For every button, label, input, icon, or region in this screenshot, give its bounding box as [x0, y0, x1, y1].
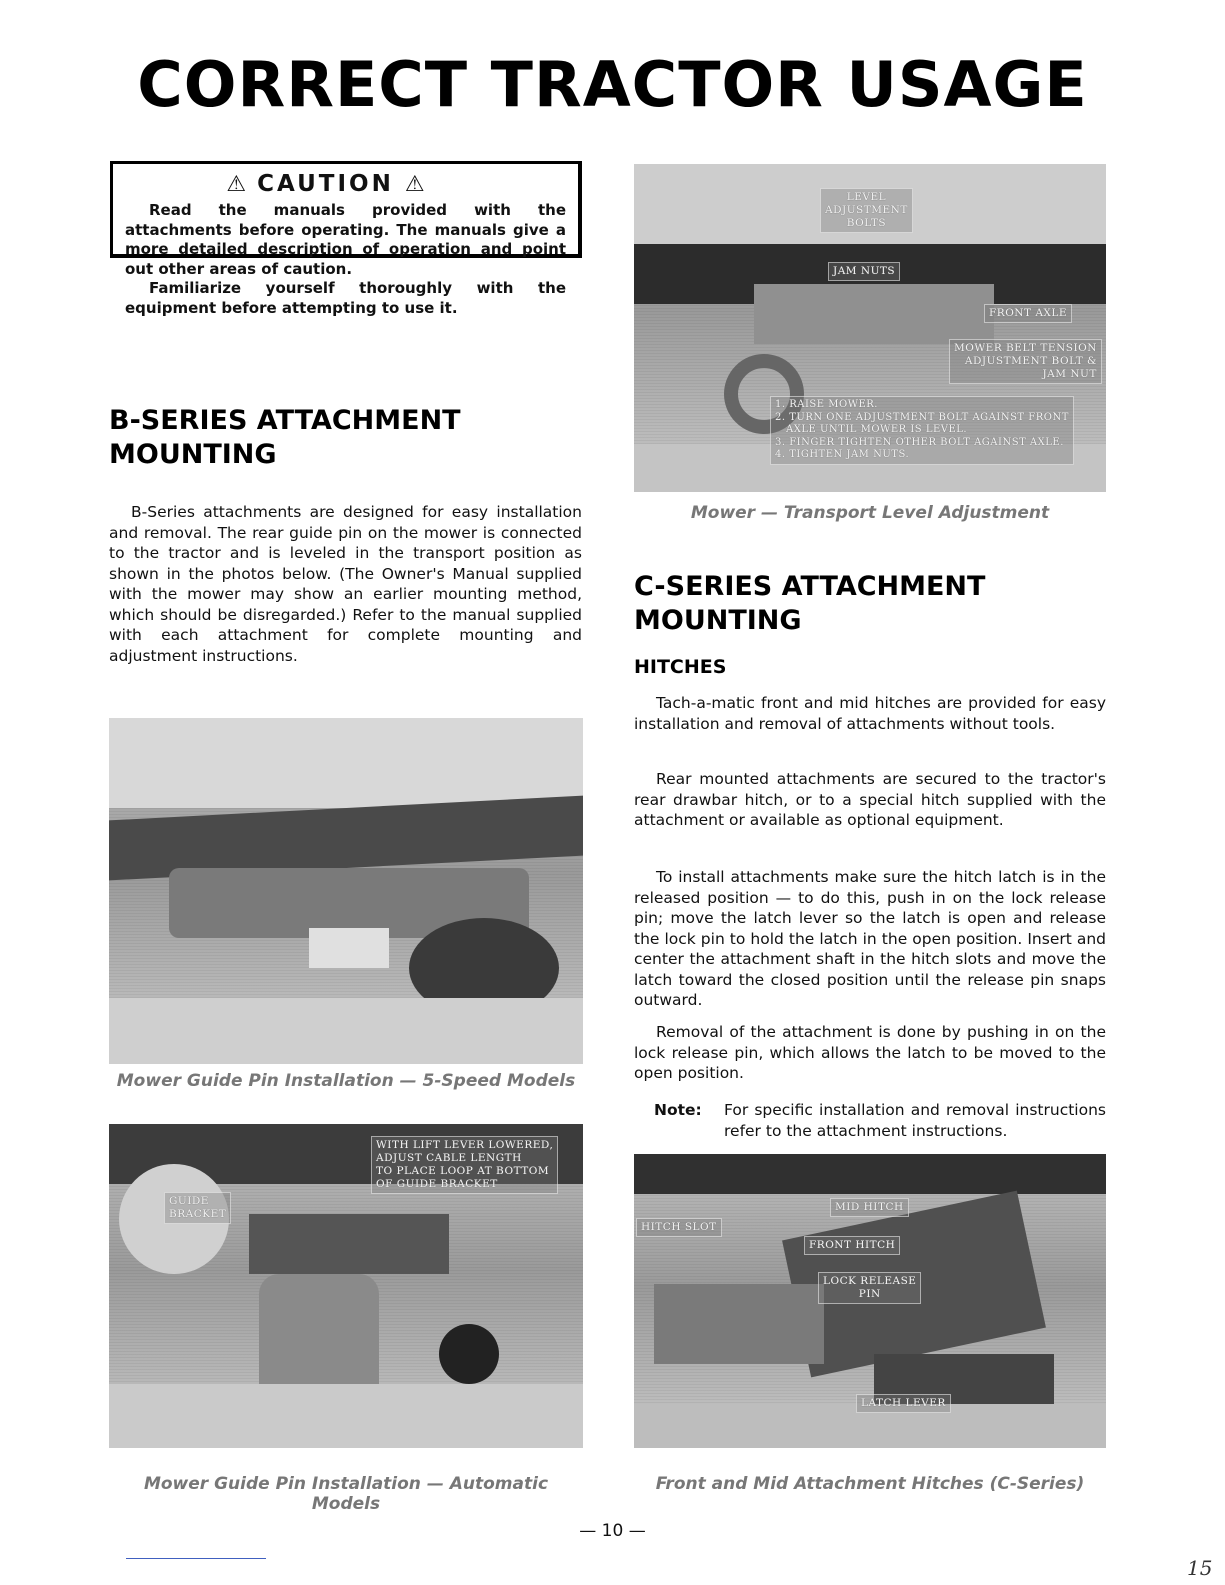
adjustment-steps-callout: 1. RAISE MOWER. 2. TURN ONE ADJUSTMENT BOLT AGAINST FRONT AXLE UNTIL MOWER IS LEVEL. 3. FINGER TIGHTEN OTHER BOLT AGAINST AXLE. 4. TIGHTEN JAM NUTS.: [770, 396, 1074, 465]
transport-level-photo: [634, 164, 1106, 492]
latch-lever-callout: LATCH LEVER: [856, 1394, 951, 1413]
divider: [126, 1558, 266, 1559]
guide-pin-automatic-photo: [109, 1124, 583, 1448]
photo-caption: Mower Guide Pin Installation — 5-Speed Models: [116, 1071, 576, 1091]
mid-hitch-callout: MID HITCH: [830, 1198, 909, 1217]
caution-heading: [85, 170, 566, 199]
hitches-photo: [634, 1154, 1106, 1448]
heading-line: MOUNTING: [634, 605, 802, 636]
caution-heading-text: CAUTION: [257, 171, 394, 197]
c-series-paragraph: To install attachments make sure the hitch latch is in the released position — to do this, push in on the lock release pin; move the latch lever so the latch is open and release the lock pin to hold the latch in the open position. Insert and center the attachment shaft in the hitch slots and move the latch toward the closed position until the release pin snaps outward.: [634, 868, 1106, 1009]
lock-release-pin-callout: LOCK RELEASE PIN: [818, 1272, 921, 1304]
hitch-slot-callout: HITCH SLOT: [636, 1218, 722, 1237]
warning-triangle-icon: ⚠: [404, 172, 425, 197]
note-text: For specific installation and removal instructions refer to the attachment instructions.: [724, 1101, 1106, 1140]
photo-caption: Front and Mid Attachment Hitches (C-Series): [655, 1474, 1085, 1494]
belt-tension-callout: MOWER BELT TENSION ADJUSTMENT BOLT & JAM NUT: [949, 339, 1102, 384]
caution-paragraph: Familiarize yourself thoroughly with the equipment before attempting to use it.: [125, 279, 566, 317]
cable-adjust-callout: WITH LIFT LEVER LOWERED, ADJUST CABLE LENGTH TO PLACE LOOP AT BOTTOM OF GUIDE BRACKET: [371, 1136, 558, 1194]
heading-line: C-SERIES ATTACHMENT: [634, 571, 986, 602]
jam-nuts-callout: JAM NUTS: [828, 262, 900, 281]
photo-caption: Mower Guide Pin Installation — Automatic Models: [143, 1474, 549, 1514]
b-series-body: B-Series attachments are designed for easy installation and removal. The rear guide pin on the mower is connected to the tractor and is leveled in the transport position as shown in the photos below. (The Owner's Manual supplied with the mower may show an earlier mounting method, which should be disregarded.) Refer to the manual supplied with each attachment for complete mounting and adjustment instructions.: [109, 503, 582, 665]
page-number: — 10 —: [579, 1521, 646, 1541]
c-series-paragraph: Removal of the attachment is done by pushing in on the lock release pin, which allows the latch to be moved to the open position.: [634, 1023, 1106, 1082]
note-block: [654, 1100, 1106, 1141]
warning-triangle-icon: ⚠: [226, 172, 247, 197]
c-series-paragraph: Tach-a-matic front and mid hitches are provided for easy installation and removal of attachments without tools.: [634, 694, 1106, 733]
caution-paragraph: Read the manuals provided with the attachments before operating. The manuals give a more detailed description of operation and point out other areas of caution.: [125, 201, 566, 278]
b-series-heading: [109, 404, 461, 472]
guide-bracket-callout: GUIDE BRACKET: [164, 1192, 231, 1224]
c-series-heading: [634, 570, 985, 638]
front-hitch-callout: FRONT HITCH: [804, 1236, 900, 1255]
hitches-subheading: HITCHES: [634, 656, 727, 678]
level-bolts-callout: LEVEL ADJUSTMENT BOLTS: [820, 188, 913, 233]
heading-line: MOUNTING: [109, 439, 277, 470]
caution-box: [110, 161, 582, 317]
handwritten-page-number: 15: [1187, 1556, 1213, 1580]
photo-caption: Mower — Transport Level Adjustment: [690, 503, 1050, 523]
note-label: Note:: [654, 1101, 702, 1119]
front-axle-callout: FRONT AXLE: [984, 304, 1072, 323]
guide-pin-5speed-photo: [109, 718, 583, 1064]
heading-line: B-SERIES ATTACHMENT: [109, 405, 461, 436]
c-series-paragraph: Rear mounted attachments are secured to the tractor's rear drawbar hitch, or to a special hitch supplied with the attachment or available as optional equipment.: [634, 770, 1106, 829]
page-title: CORRECT TRACTOR USAGE: [137, 48, 1088, 121]
